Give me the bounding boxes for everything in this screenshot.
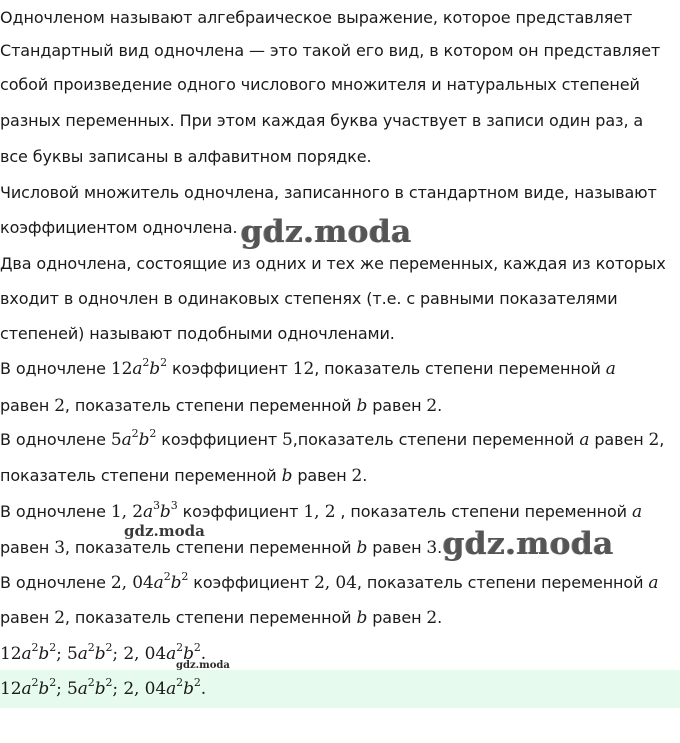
example-4-line-2: равен 2, показатель степени переменной b равен 2. [0,608,443,628]
monomial: 1, $2a^3b^3$ [110,499,178,522]
answer-text: $12a^2b^2$; $5a^2b^2$; 2, $04a^2b^2$. [0,676,207,699]
monomial: 2, $04a^2b^2$ [110,570,189,593]
text-line: Два одночлена, состоящие из одних и тех же переменных, каждая из которых [0,254,666,273]
text-line: степеней) называют подобными одночленами. [0,324,395,343]
similar-monomials-list: $12a^2b^2$; $5a^2b^2$; 2, $04a^2b^2$. [0,641,207,664]
text-line: Числовой множитель одночлена, записанного в стандартном виде, называют [0,183,657,202]
text-line: разных переменных. При этом каждая буква участвует в записи один раз, а [0,111,644,130]
example-1-line-1: В одночлене $12a^2b^2$ коэффициент 12, показатель степени переменной a [0,356,616,379]
text-line: Одночленом называют алгебраическое выражение, которое представляет [0,8,633,27]
example-4-line-1: В одночлене 2, $04a^2b^2$ коэффициент 2, 04, показатель степени переменной a [0,570,659,593]
text-line: коэффициентом одночлена. [0,218,238,237]
watermark-logo: gdz.moda [443,526,614,562]
text-line: все буквы записаны в алфавитном порядке. [0,147,372,166]
monomial: $12a^2b^2$ [110,356,167,379]
watermark-logo: gdz.moda [124,522,205,540]
text-line: собой произведение одного числового множителя и натуральных степеней [0,75,640,94]
monomial: $5a^2b^2$ [110,427,157,450]
example-1-line-2: равен 2, показатель степени переменной b равен 2. [0,396,443,416]
watermark-logo: gdz.moda [176,660,230,671]
example-3-line-1: В одночлене 1, $2a^3b^3$ коэффициент 1, 2 , показатель степени переменной a [0,499,642,522]
watermark-logo: gdz.moda [241,214,412,250]
example-2-line-2: показатель степени переменной b равен 2. [0,466,368,486]
text-line: входит в одночлен в одинаковых степенях (т.е. с равными показателями [0,289,618,308]
text-line: Стандартный вид одночлена — это такой его вид, в котором он представляет [0,41,661,60]
example-2-line-1: В одночлене $5a^2b^2$ коэффициент 5,показатель степени переменной a равен 2, [0,427,665,450]
example-3-line-2: равен 3, показатель степени переменной b равен 3. [0,538,443,558]
